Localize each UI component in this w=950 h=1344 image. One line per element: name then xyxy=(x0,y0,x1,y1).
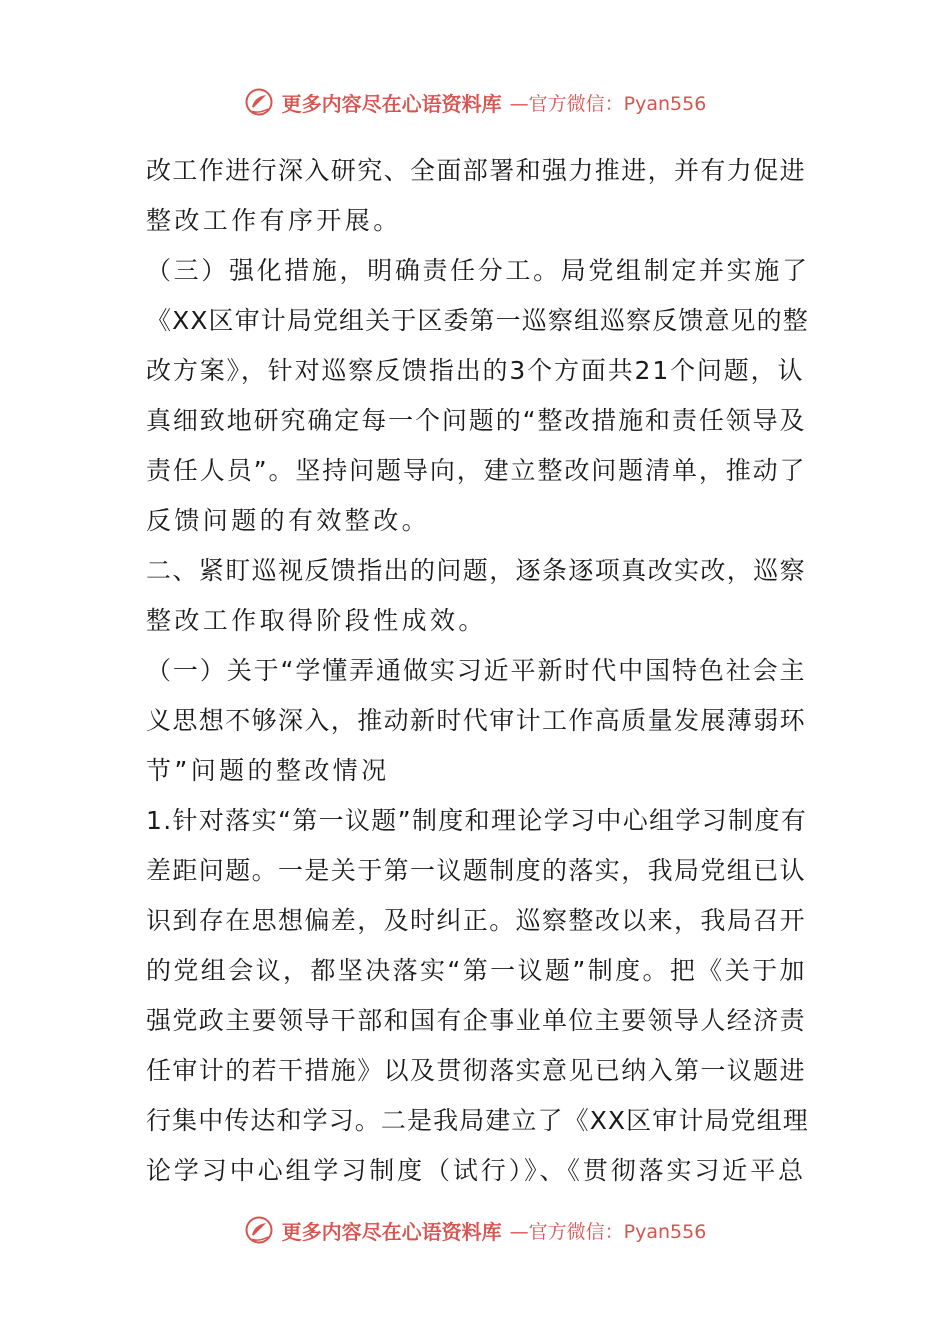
body-line: 1.针对落实“第一议题”制度和理论学习中心组学习制度有 xyxy=(146,806,808,835)
subsection-heading-line: 义思想不够深入，推动新时代审计工作高质量发展薄弱环 xyxy=(146,706,807,735)
footer-banner-title: 更多内容尽在心语资料库 xyxy=(281,1219,502,1244)
section-heading-line: 二、紧盯巡视反馈指出的问题，逐条逐项真改实改，巡察 xyxy=(146,556,807,585)
subsection-heading-line: （一）关于“学懂弄通做实习近平新时代中国特色社会主 xyxy=(146,656,807,685)
logo-seal-icon xyxy=(244,1215,274,1245)
body-line: 强党政主要领导干部和国有企事业单位主要领导人经济责 xyxy=(146,1006,807,1035)
body-line: 差距问题。一是关于第一议题制度的落实，我局党组已认 xyxy=(146,856,807,885)
header-watermark-banner xyxy=(0,80,950,124)
body-line: 任审计的若干措施》以及贯彻落实意见已纳入第一议题进 xyxy=(146,1056,807,1085)
section-heading-line: 整改工作取得阶段性成效。 xyxy=(146,606,487,635)
footer-banner-wechat: —官方微信：Pyan556 xyxy=(509,1220,707,1243)
body-line: （三）强化措施，明确责任分工。局党组制定并实施了 xyxy=(146,256,810,285)
body-line: 识到存在思想偏差，及时纠正。巡察整改以来，我局召开 xyxy=(146,906,807,935)
body-line: 的党组会议，都坚决落实“第一议题”制度。把《关于加 xyxy=(146,956,807,985)
body-line: 整改工作有序开展。 xyxy=(146,206,402,235)
body-line: 论学习中心组学习制度（试行）》、《贯彻落实习近平总 xyxy=(146,1156,807,1185)
body-line: 责任人员”。坚持问题导向，建立整改问题清单，推动了 xyxy=(146,456,807,485)
logo-seal-icon xyxy=(244,87,274,117)
body-line: 反馈问题的有效整改。 xyxy=(146,506,431,535)
body-line: 改工作进行深入研究、全面部署和强力推进，并有力促进 xyxy=(146,156,807,185)
document-body xyxy=(146,146,810,1196)
subsection-heading-line: 节”问题的整改情况 xyxy=(146,756,390,785)
footer-watermark-banner xyxy=(0,1208,950,1252)
header-banner-title: 更多内容尽在心语资料库 xyxy=(281,91,502,116)
body-line: 《XX区审计局党组关于区委第一巡察组巡察反馈意见的整 xyxy=(146,306,809,335)
body-line: 真细致地研究确定每一个问题的“整改措施和责任领导及 xyxy=(146,406,807,435)
body-line: 改方案》，针对巡察反馈指出的3个方面共21个问题，认 xyxy=(146,356,805,385)
header-banner-wechat: —官方微信：Pyan556 xyxy=(509,92,707,115)
body-line: 行集中传达和学习。二是我局建立了《XX区审计局党组理 xyxy=(146,1106,809,1135)
